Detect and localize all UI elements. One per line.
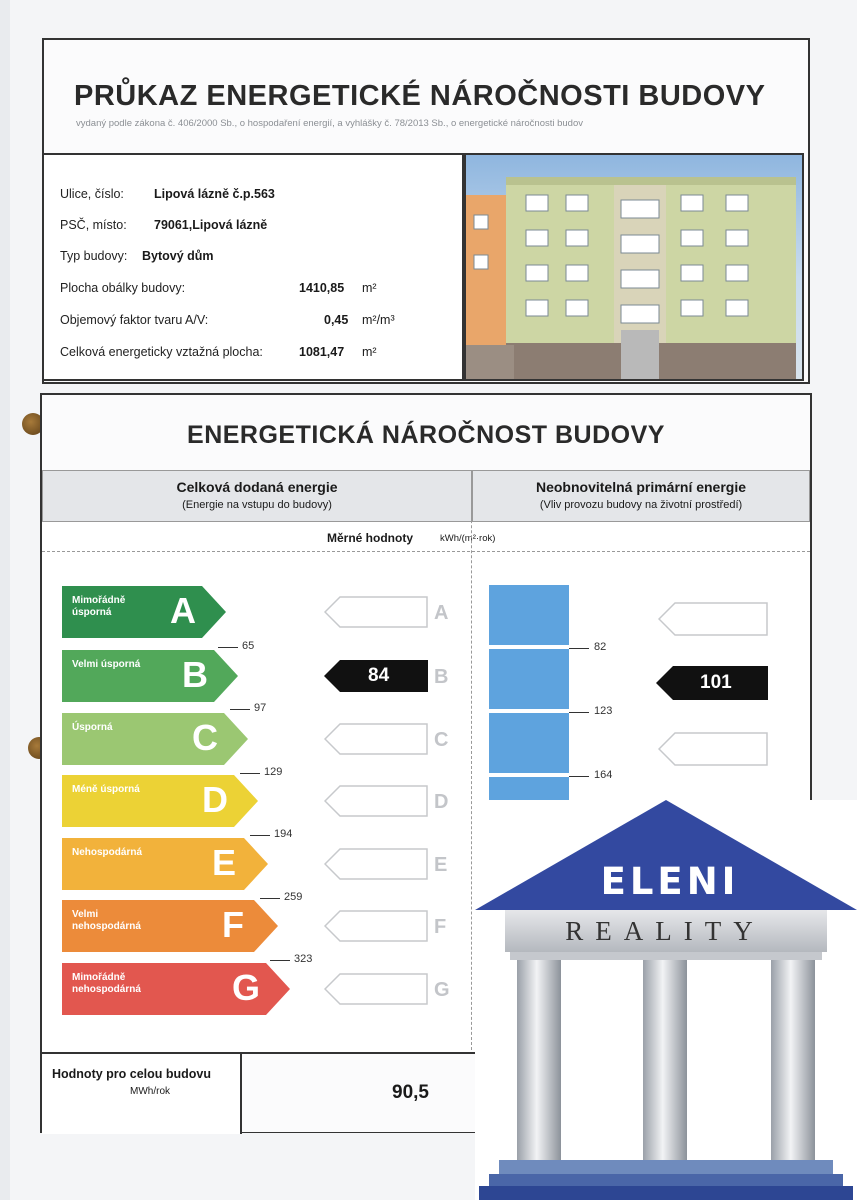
class-e-label: Nehospodárná <box>72 847 143 858</box>
class-a-label: Mimořádně úsporná <box>72 595 126 618</box>
left-slot-d <box>324 785 428 817</box>
building-illustration <box>466 155 804 381</box>
class-f-arrow <box>62 900 278 952</box>
total-unit: MWh/rok <box>130 1086 170 1097</box>
primary-scale-segment <box>489 649 569 709</box>
type-row <box>60 249 127 263</box>
left-value-marker <box>324 660 428 692</box>
left-column-subtitle: (Energie na vstupu do budovy) <box>182 499 332 511</box>
class-d-arrow <box>62 775 258 827</box>
right-value-marker <box>656 666 768 700</box>
empty-slot-shape <box>324 723 428 755</box>
empty-slot-shape <box>658 602 768 636</box>
threshold-65: 65 <box>242 640 255 652</box>
class-e-letter: E <box>212 842 237 883</box>
threshold-259: 259 <box>284 891 303 903</box>
class-b-shape <box>62 650 238 702</box>
class-b-arrow <box>62 650 238 702</box>
units-value: kWh/(m²·rok) <box>440 533 496 544</box>
left-slot-e <box>324 848 428 880</box>
certificate-title: PRŮKAZ ENERGETICKÉ NÁROČNOSTI BUDOVY <box>74 80 766 112</box>
left-slot-letter-d: D <box>434 791 449 813</box>
threshold-164: 164 <box>594 769 613 781</box>
class-d-shape <box>62 775 258 827</box>
area-value: 1081,47 <box>299 345 345 359</box>
total-label: Hodnoty pro celou budovu <box>52 1067 212 1081</box>
right-column-subtitle: (Vliv provozu budovy na životní prostředí) <box>539 499 743 511</box>
class-b-label: Velmi úsporná <box>72 659 141 670</box>
area-unit: m² <box>362 345 377 359</box>
area-label: Celková energeticky vztažná plocha: <box>60 345 263 359</box>
empty-slot-shape <box>324 973 428 1005</box>
envelope-unit: m² <box>362 281 377 295</box>
threshold-tick <box>250 835 270 836</box>
units-label: Měrné hodnoty <box>327 531 413 545</box>
threshold-tick <box>240 773 260 774</box>
threshold-tick <box>569 776 589 777</box>
envelope-row <box>60 281 185 295</box>
threshold-129: 129 <box>264 766 283 778</box>
class-d-label: Méně úsporná <box>72 784 140 795</box>
class-c-letter: C <box>192 717 218 758</box>
threshold-tick <box>218 647 238 648</box>
left-slot-a <box>324 596 428 628</box>
right-slot-a <box>658 602 768 634</box>
class-c-shape <box>62 713 248 765</box>
class-e-shape <box>62 838 268 890</box>
threshold-194: 194 <box>274 828 293 840</box>
volume-label: Objemový faktor tvaru A/V: <box>60 313 209 327</box>
empty-slot-shape <box>324 785 428 817</box>
zip-row <box>60 218 127 232</box>
class-b-letter: B <box>182 654 208 695</box>
logo-subtitle: REALITY <box>565 916 765 946</box>
threshold-97: 97 <box>254 702 267 714</box>
units-row <box>42 522 810 552</box>
left-value: 84 <box>368 665 390 686</box>
class-d-letter: D <box>202 779 228 820</box>
volume-unit: m²/m³ <box>362 313 395 327</box>
threshold-tick <box>270 960 290 961</box>
class-a-letter: A <box>170 590 196 631</box>
threshold-123: 123 <box>594 705 613 717</box>
class-g-letter: G <box>232 967 261 1008</box>
threshold-tick <box>569 648 589 649</box>
left-slot-letter-g: G <box>434 979 450 1001</box>
building-photo <box>464 153 804 381</box>
left-slot-c <box>324 723 428 755</box>
empty-slot-shape <box>324 848 428 880</box>
zip-value: 79061,Lipová lázně <box>154 218 268 232</box>
energy-title: ENERGETICKÁ NÁROČNOST BUDOVY <box>187 421 665 449</box>
right-column-title: Neobnovitelná primární energie <box>535 479 747 495</box>
logo-brand: ELENI <box>600 860 740 903</box>
zip-label: PSČ, místo: <box>60 218 127 232</box>
street-row <box>60 187 124 201</box>
right-value: 101 <box>700 672 732 693</box>
volume-row <box>60 313 208 327</box>
empty-slot-shape <box>658 732 768 766</box>
class-e-arrow <box>62 838 268 890</box>
class-c-label: Úsporná <box>72 722 113 733</box>
class-f-letter: F <box>222 904 244 945</box>
left-slot-letter-e: E <box>434 854 448 876</box>
left-column-header <box>42 470 472 522</box>
total-value: 90,5 <box>392 1082 429 1103</box>
left-slot-letter-b: B <box>434 666 449 688</box>
street-label: Ulice, číslo: <box>60 187 124 201</box>
threshold-tick <box>569 712 589 713</box>
empty-slot-shape <box>324 596 428 628</box>
left-slot-letter-f: F <box>434 916 447 938</box>
left-column-title: Celková dodaná energie <box>176 479 338 495</box>
threshold-323: 323 <box>294 953 313 965</box>
type-value: Bytový dům <box>142 249 214 263</box>
envelope-value: 1410,85 <box>299 281 345 295</box>
primary-scale-segment <box>489 585 569 645</box>
left-slot-letter-a: A <box>434 602 449 624</box>
type-label: Typ budovy: <box>60 249 128 263</box>
building-info <box>44 153 464 381</box>
class-f-label: Velmi nehospodárná <box>72 909 141 932</box>
envelope-label: Plocha obálky budovy: <box>60 281 186 295</box>
certificate-subtitle: vydaný podle zákona č. 406/2000 Sb., o hospodaření energií, a vyhlášky č. 78/2013 Sb., o energetické náročnosti budov <box>76 118 584 129</box>
eleni-reality-logo <box>475 800 857 1200</box>
certificate-header <box>42 38 810 384</box>
right-column-header <box>472 470 810 522</box>
class-g-label: Mimořádně nehospodárná <box>72 972 141 995</box>
empty-slot-shape <box>324 910 428 942</box>
class-c-arrow <box>62 713 248 765</box>
left-slot-g <box>324 973 428 1005</box>
street-value: Lipová lázně č.p.563 <box>154 187 275 201</box>
right-slot-c <box>658 732 768 764</box>
primary-scale-segment <box>489 713 569 773</box>
left-slot-f <box>324 910 428 942</box>
threshold-tick <box>260 898 280 899</box>
volume-value: 0,45 <box>324 313 349 327</box>
threshold-tick <box>230 709 250 710</box>
class-a-arrow <box>62 586 226 638</box>
column-divider <box>471 470 472 1055</box>
class-g-arrow <box>62 963 290 1015</box>
area-row <box>60 345 263 359</box>
threshold-82: 82 <box>594 641 607 653</box>
total-label-box <box>42 1054 242 1134</box>
left-slot-letter-c: C <box>434 729 449 751</box>
